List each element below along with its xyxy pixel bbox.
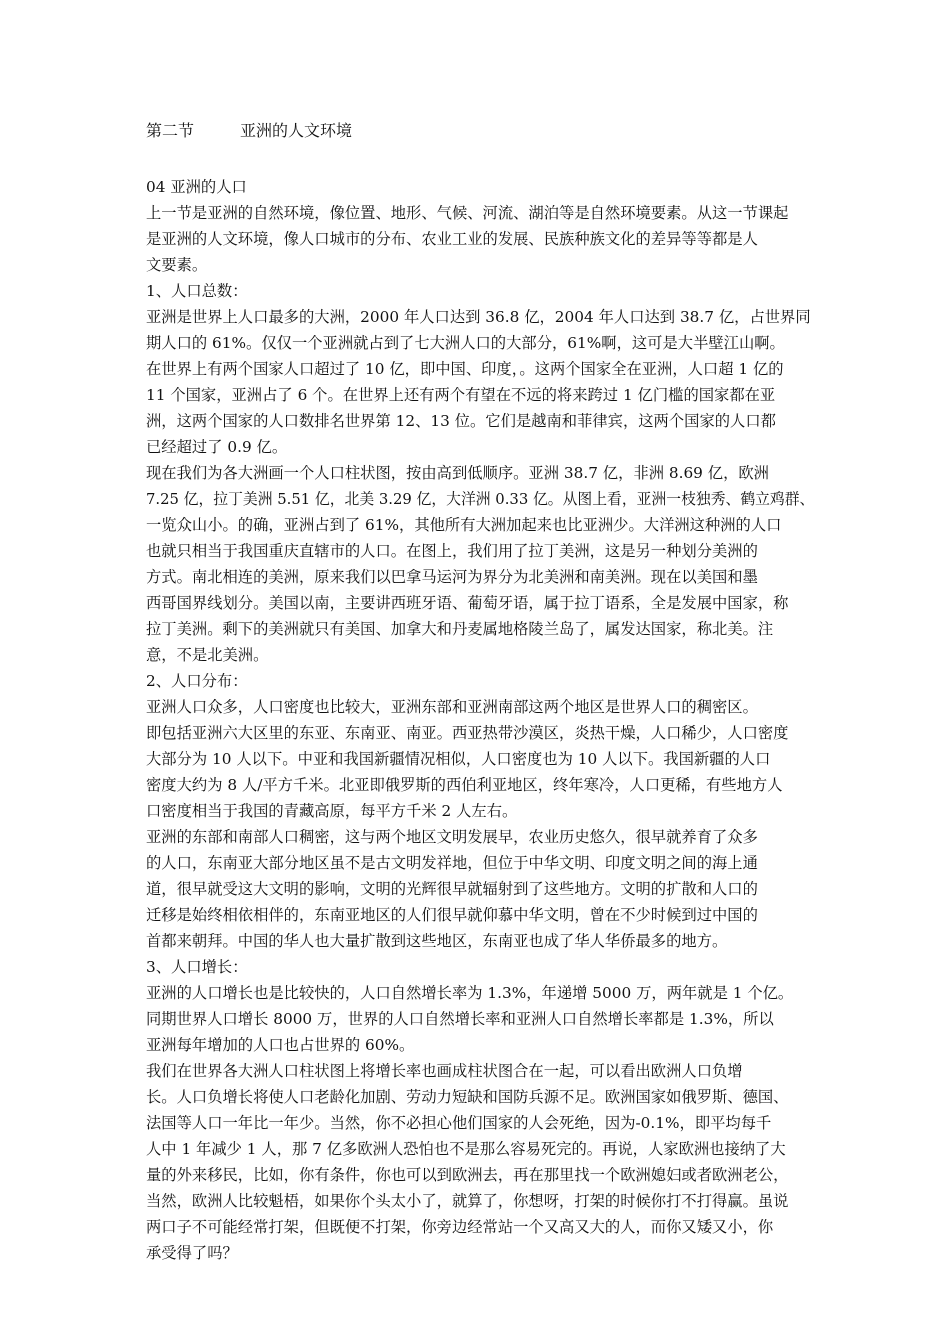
text-line: 迁移是始终相依相伴的，东南亚地区的人们很早就仰慕中华文明，曾在不少时候到过中国的 <box>146 906 758 924</box>
text-line: 量的外来移民，比如，你有条件，你也可以到欧洲去，再在那里找一个欧洲媳妇或者欧洲老公， <box>146 1166 789 1184</box>
text-line: 04 亚洲的人口 <box>146 178 247 196</box>
text-line: 也就只相当于我国重庆直辖市的人口。在图上，我们用了拉丁美洲，这是另一种划分美洲的 <box>146 542 758 560</box>
text-line: 2、人口分布： <box>146 672 248 690</box>
text-line: 意，不是北美洲。 <box>146 646 269 664</box>
text-line: 在世界上有两个国家人口超过了 10 亿，即中国、印度，。这两个国家全在亚洲，人口超 1 亿的 <box>146 360 784 378</box>
text-line: 文要素。 <box>146 256 208 274</box>
section-name: 亚洲的人文环境 <box>240 121 353 140</box>
text-line: 已经超过了 0.9 亿。 <box>146 438 288 456</box>
text-line: 承受得了吗？ <box>146 1244 238 1262</box>
text-line: 法国等人口一年比一年少。当然，你不必担心他们国家的人会死绝，因为-0.1%，即平均每千 <box>146 1114 772 1132</box>
text-line: 期人口的 61%。仅仅一个亚洲就占到了七大洲人口的大部分，61%啊，这可是大半壁江山啊。 <box>146 334 785 352</box>
text-line: 即包括亚洲六大区里的东亚、东南亚、南亚。西亚热带沙漠区，炎热干燥，人口稀少，人口密度 <box>146 724 789 742</box>
document-page <box>146 118 814 1266</box>
text-line: 亚洲的东部和南部人口稠密，这与两个地区文明发展早，农业历史悠久，很早就养育了众多 <box>146 828 758 846</box>
text-line: 亚洲人口众多，人口密度也比较大，亚洲东部和亚洲南部这两个地区是世界人口的稠密区。 <box>146 698 758 716</box>
text-line: 西哥国界线划分。美国以南，主要讲西班牙语、葡萄牙语，属于拉丁语系，全是发展中国家，称 <box>146 594 789 612</box>
text-line: 上一节是亚洲的自然环境，像位置、地形、气候、河流、湖泊等是自然环境要素。从这一节课起 <box>146 204 789 222</box>
text-line: 长。人口负增长将使人口老龄化加剧、劳动力短缺和国防兵源不足。欧洲国家如俄罗斯、德国、 <box>146 1088 789 1106</box>
text-line: 亚洲的人口增长也是比较快的，人口自然增长率为 1.3%，年递增 5000 万，两年就是 1 个亿。 <box>146 984 794 1002</box>
text-line: 一览众山小。的确，亚洲占到了 61%，其他所有大洲加起来也比亚洲少。大洋洲这种洲的人口 <box>146 516 782 534</box>
text-line: 人中 1 年减少 1 人，那 7 亿多欧洲人恐怕也不是那么容易死完的。再说，人家欧洲也接纳了大 <box>146 1140 786 1158</box>
text-line: 我们在世界各大洲人口柱状图上将增长率也画成柱状图合在一起，可以看出欧洲人口负增 <box>146 1062 743 1080</box>
text-line: 亚洲是世界上人口最多的大洲，2000 年人口达到 36.8 亿，2004 年人口达到 38.7 亿，占世界同 <box>146 308 811 326</box>
text-line: 是亚洲的人文环境，像人口城市的分布、农业工业的发展、民族种族文化的差异等等都是人 <box>146 230 758 248</box>
text-line: 7.25 亿，拉丁美洲 5.51 亿，北美 3.29 亿，大洋洲 0.33 亿。从图上看，亚洲一枝独秀、鹤立鸡群、 <box>146 490 815 508</box>
section-number: 第二节 <box>146 121 195 140</box>
text-line: 当然，欧洲人比较魁梧，如果你个头太小了，就算了，你想呀，打架的时候你打不打得赢。虽说 <box>146 1192 789 1210</box>
text-line: 现在我们为各大洲画一个人口柱状图，按由高到低顺序。亚洲 38.7 亿，非洲 8.69 亿，欧洲 <box>146 464 769 482</box>
text-line: 大部分为 10 人以下。中亚和我国新疆情况相似，人口密度也为 10 人以下。我国新疆的人口 <box>146 750 771 768</box>
document-body <box>146 174 814 1266</box>
text-line: 拉丁美洲。剩下的美洲就只有美国、加拿大和丹麦属地格陵兰岛了，属发达国家，称北美。注 <box>146 620 774 638</box>
text-line: 两口子不可能经常打架，但既便不打架，你旁边经常站一个又高又大的人，而你又矮又小，你 <box>146 1218 774 1236</box>
text-line: 密度大约为 8 人/平方千米。北亚即俄罗斯的西伯利亚地区，终年寒冷，人口更稀，有些地方人 <box>146 776 783 794</box>
text-line: 首都来朝拜。中国的华人也大量扩散到这些地区，东南亚也成了华人华侨最多的地方。 <box>146 932 728 950</box>
text-line: 口密度相当于我国的青藏高原，每平方千米 2 人左右。 <box>146 802 518 820</box>
text-line: 洲，这两个国家的人口数排名世界第 12、13 位。它们是越南和菲律宾，这两个国家的人口都 <box>146 412 776 430</box>
text-line: 1、人口总数： <box>146 282 248 300</box>
text-line: 同期世界人口增长 8000 万，世界的人口自然增长率和亚洲人口自然增长率都是 1.3%，所以 <box>146 1010 774 1028</box>
text-line: 的人口，东南亚大部分地区虽不是古文明发祥地，但位于中华文明、印度文明之间的海上通 <box>146 854 758 872</box>
text-line: 11 个国家，亚洲占了 6 个。在世界上还有两个有望在不远的将来跨过 1 亿门槛的国家都在亚 <box>146 386 776 404</box>
text-line: 亚洲每年增加的人口也占世界的 60%。 <box>146 1036 415 1054</box>
text-line: 方式。南北相连的美洲，原来我们以巴拿马运河为界分为北美洲和南美洲。现在以美国和墨 <box>146 568 758 586</box>
text-line: 3、人口增长： <box>146 958 248 976</box>
text-line: 道，很早就受这大文明的影响，文明的光辉很早就辐射到了这些地方。文明的扩散和人口的 <box>146 880 758 898</box>
section-title <box>146 118 814 144</box>
